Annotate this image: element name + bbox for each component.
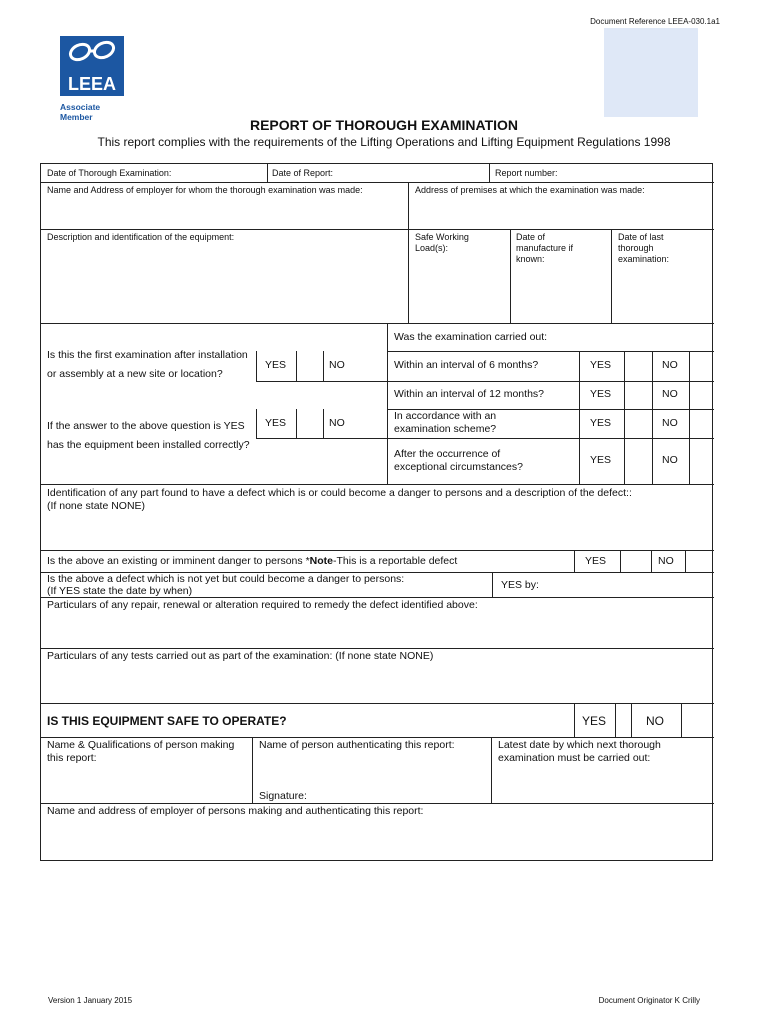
scheme-question: In accordance with an examination scheme?: [394, 410, 497, 435]
manufacture-date-field[interactable]: Date of manufacture if known:: [516, 232, 574, 264]
installed-yes[interactable]: YES: [265, 417, 287, 429]
exceptional-question: After the occurrence of exceptional circumstances?: [394, 448, 523, 473]
swl-field[interactable]: Safe Working Load(s):: [415, 232, 469, 253]
six-months-no[interactable]: NO: [662, 359, 678, 371]
next-exam-date-field[interactable]: Latest date by which next thorough examination must be carried out:: [498, 739, 661, 764]
logo-text: LEEA: [67, 74, 117, 94]
page-title: REPORT OF THOROUGH EXAMINATION: [249, 117, 519, 133]
footer-originator: Document Originator K Crilly: [598, 996, 700, 1005]
chain-icon: [60, 36, 124, 96]
stamp-box: [604, 28, 698, 117]
date-of-report-field[interactable]: Date of Report:: [272, 168, 334, 178]
twelve-months-yes[interactable]: YES: [590, 388, 612, 400]
defect-none-note: (If none state NONE): [47, 500, 146, 512]
danger-yes[interactable]: YES: [585, 555, 607, 567]
installed-question: If the answer to the above question is YES has the equipment been installed correctly?: [47, 420, 250, 452]
footer-version: Version 1 January 2015: [48, 996, 133, 1005]
last-exam-date-field[interactable]: Date of last thorough examination:: [618, 232, 670, 264]
future-defect-question: Is the above a defect which is not yet but could become a danger to persons:: [47, 573, 405, 585]
danger-no[interactable]: NO: [658, 555, 674, 567]
exceptional-no[interactable]: NO: [662, 454, 678, 466]
page-subtitle: This report complies with the requirements of the Lifting Operations and Lifting Equipment Regulations 1998: [97, 135, 671, 149]
scheme-yes[interactable]: YES: [590, 417, 612, 429]
repair-field[interactable]: Particulars of any repair, renewal or alteration required to remedy the defect identified above:: [47, 599, 478, 611]
defect-field[interactable]: Identification of any part found to have a defect which is or could become a danger to persons and a description of the defect::: [47, 487, 632, 499]
future-defect-note: (If YES state the date by when): [47, 585, 193, 597]
danger-question: Is the above an existing or imminent danger to persons *Note-This is a reportable defect: [47, 555, 458, 567]
safe-question: IS THIS EQUIPMENT SAFE TO OPERATE?: [47, 714, 287, 728]
person-authenticating-field[interactable]: Name of person authenticating this report:: [259, 739, 455, 751]
first-exam-question: Is this the first examination after installation or assembly at a new site or location?: [47, 349, 248, 381]
twelve-months-question: Within an interval of 12 months?: [394, 388, 544, 400]
premises-field[interactable]: Address of premises at which the examination was made:: [415, 185, 645, 195]
logo-subtitle: Associate Member: [60, 102, 101, 122]
document-reference: Document Reference LEEA-030.1a1: [590, 17, 720, 26]
installed-no[interactable]: NO: [329, 417, 345, 429]
signature-field[interactable]: Signature:: [259, 790, 307, 802]
leea-logo: [60, 36, 124, 96]
report-form: [40, 163, 713, 861]
scheme-no[interactable]: NO: [662, 417, 678, 429]
six-months-question: Within an interval of 6 months?: [394, 359, 539, 371]
tests-field[interactable]: Particulars of any tests carried out as part of the examination: (If none state NONE): [47, 650, 434, 662]
first-exam-no[interactable]: NO: [329, 359, 345, 371]
employer-persons-field[interactable]: Name and address of employer of persons making and authenticating this report:: [47, 805, 424, 817]
report-number-field[interactable]: Report number:: [495, 168, 558, 178]
person-making-field[interactable]: Name & Qualifications of person making this report:: [47, 739, 235, 764]
exceptional-yes[interactable]: YES: [590, 454, 612, 466]
safe-yes[interactable]: YES: [582, 714, 607, 728]
six-months-yes[interactable]: YES: [590, 359, 612, 371]
twelve-months-no[interactable]: NO: [662, 388, 678, 400]
carried-out-heading: Was the examination carried out:: [394, 331, 548, 343]
yes-by-field[interactable]: YES by:: [501, 579, 539, 591]
date-of-examination-field[interactable]: Date of Thorough Examination:: [47, 168, 172, 178]
safe-no[interactable]: NO: [646, 714, 664, 728]
first-exam-yes[interactable]: YES: [265, 359, 287, 371]
equipment-field[interactable]: Description and identification of the equipment:: [47, 232, 235, 242]
employer-field[interactable]: Name and Address of employer for whom the thorough examination was made:: [47, 185, 363, 195]
